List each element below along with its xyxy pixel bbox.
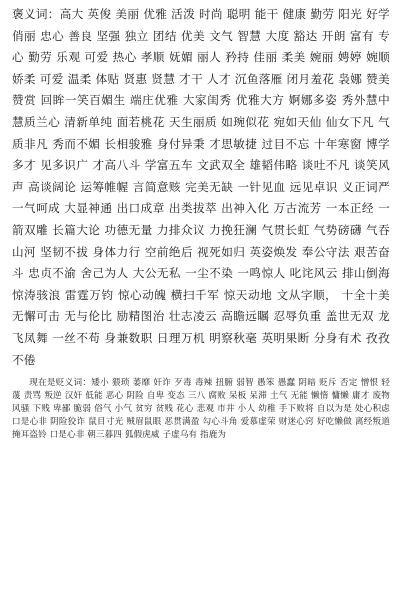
derogatory-words-paragraph: 现在是贬义词：矮小 猥琐 萎靡 奸诈 歹毒 毒辣 扭腑 弱智 愚笨 愚蠢 阴暗 贬斥 否定 憎恨 轻蔑 责骂 叛逆 汉奸 低能 恶心 阴险 自卑 变态 三八 腐败 呆板 呆滞 土气 无能 懒惰 慵懒 庸才 废物 风骚 下贱 卑鄙 脆弱 俗气 小气 贫穷 贫贱 花心 悲观 市井 小人 幼稚 手下败将 自以为是 处心积虑 口是心非 阴险狡诈 鼠目寸光 贼眉鼠眼 恶贯满盈 勾心斗角 爱慕虚荣 财迷心窍 好吃懒做 离经叛道 掩耳盗铃 口是心非 朝三暮四 狐假虎威 子虚乌有 指鹿为 <box>12 378 390 441</box>
praise-words-paragraph: 褒义词：高大 英俊 美丽 优雅 活泼 时尚 聪明 能干 健康 勤劳 阳光 好学 俏丽 忠心 善良 坚强 独立 团结 优美 文气 智慧 大度 豁达 开朗 富有 专心 勤劳 乐观 可爱 热心 孝顺 妩媚 丽人 矜持 佳丽 柔美 婉丽 娉婷 婉顺 娇柔 可爱 温柔 体贴 贤惠 贤慧 才干 人才 沉鱼落雁 闭月羞花 袅娜 赞美 赞赏 回眸一笑百媚生 端庄优雅 大家闺秀 优雅大方 婀娜多姿 秀外慧中 慧质兰心 清新单纯 面若桃花 天生丽质 如琬似花 宛如天仙 仙女下凡 气质非凡 秀而不媚 长相骏雅 身付异秉 才思敏捷 过目不忘 十年寒窗 博学多才 见多识广 才高八斗 学富五车 文武双全 雄韬伟略 谈吐不凡 谈笑风声 高谈阔论 运筹帷幄 言简意赅 完美无缺 一针见血 远见卓识 义正词严 一气呵成 大显神通 出口成章 出类拔萃 出神入化 万古流芳 一本正经 一箭双雕 长篇大论 功德无量 力排众议 力挽狂澜 气贯长虹 气势磅礴 气吞山河 坚韧不拔 身体力行 空前绝后 视死如归 英姿焕发 奉公守法 艰苦奋斗 忠贞不渝 舍己为人 大公无私 一尘不染 一鸣惊人 叱诧风云 排山倒海 惊涛骇浪 雷霆万钧 惊心动魄 横扫千军 惊天动地 文从字顺， 十全十美 无懈可击 无与伦比 励精图治 壮志凌云 高瞻远瞩 忍辱负重 盖世无双 龙飞凤舞 一丝不苟 身兼数职 日理万机 明察秋毫 英明果断 分身有术 孜孜不倦 <box>12 7 390 367</box>
